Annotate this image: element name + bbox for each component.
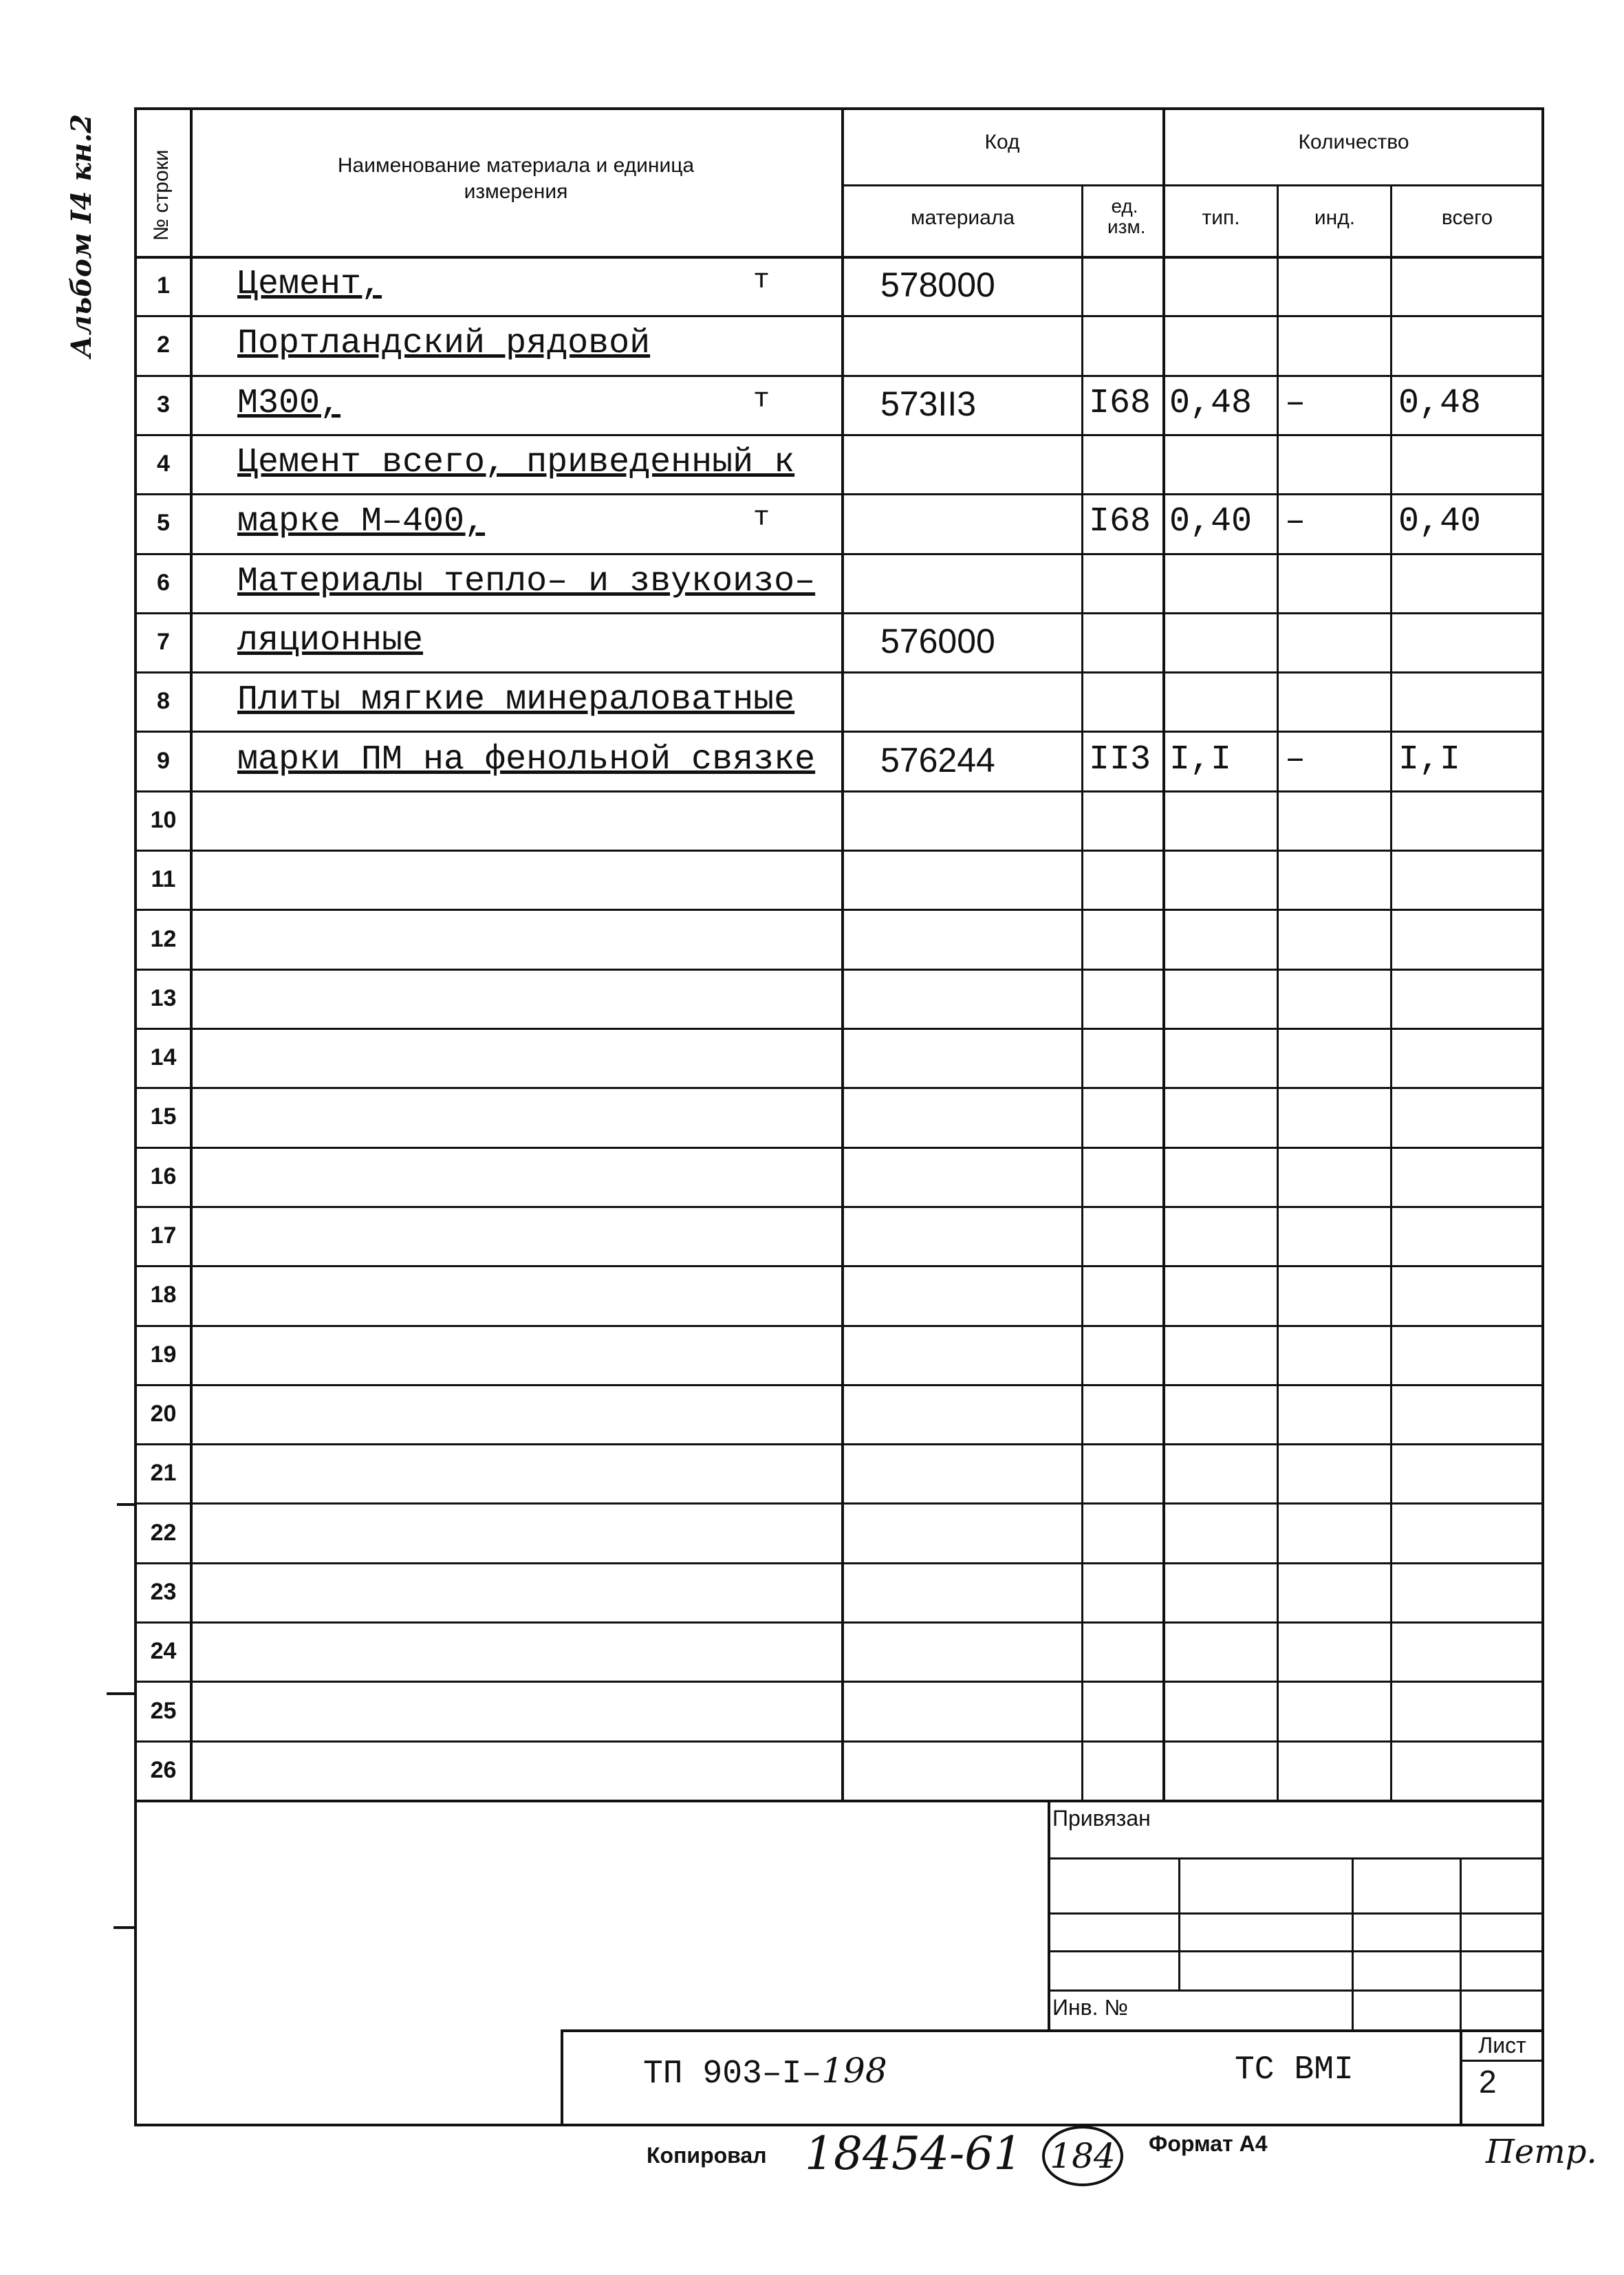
row-divider — [134, 1740, 1543, 1743]
row-name: Портландский рядовой — [237, 324, 651, 364]
row-qty-total: 0,48 — [1398, 383, 1482, 423]
row-number: 3 — [157, 391, 170, 418]
row-name: Цемент, — [237, 265, 382, 305]
row-name: Материалы тепло– и звукоизо– — [237, 561, 816, 601]
row-divider — [134, 671, 1543, 673]
row-qty-typ: 0,40 — [1169, 502, 1253, 542]
row-divider — [134, 731, 1543, 733]
row-number: 8 — [157, 688, 170, 715]
row-number: 17 — [150, 1222, 177, 1249]
margin-note: Альбом I4 кн.2 — [65, 114, 98, 358]
row-number: 14 — [150, 1044, 177, 1071]
row-qty-ind: – — [1285, 383, 1306, 423]
row-divider — [134, 612, 1543, 614]
header-qty-ind: инд. — [1314, 206, 1356, 229]
row-number: 10 — [150, 806, 177, 833]
row-number: 5 — [157, 510, 170, 537]
row-number: 18 — [150, 1282, 177, 1308]
row-number: 2 — [157, 332, 170, 358]
document-designation — [643, 2053, 887, 2091]
row-material-code: 578000 — [880, 266, 995, 305]
row-number: 15 — [150, 1103, 177, 1130]
header-qty-typ: тип. — [1202, 206, 1240, 229]
row-divider — [134, 375, 1543, 377]
row-qty-typ: 0,48 — [1169, 383, 1253, 423]
row-divider — [134, 1147, 1543, 1149]
row-divider — [134, 493, 1543, 495]
header-code-material: материала — [910, 206, 1015, 229]
row-divider — [134, 1325, 1543, 1327]
row-divider — [134, 1384, 1543, 1386]
row-divider — [134, 909, 1543, 911]
row-divider — [134, 1621, 1543, 1624]
row-number: 1 — [157, 272, 170, 299]
row-divider — [134, 1502, 1543, 1505]
inv-no-label: Инв. № — [1052, 1995, 1128, 2020]
doc-number: 198 — [821, 2051, 887, 2091]
header-name: Наименование материала и единица измерения — [337, 154, 695, 203]
row-material-code: 576000 — [880, 622, 995, 660]
row-unit-mark: т — [753, 266, 770, 297]
row-divider — [134, 969, 1543, 971]
circled-number: 184 — [1042, 2126, 1123, 2186]
initials: Петр. — [1486, 2133, 1597, 2171]
row-number: 22 — [150, 1519, 177, 1546]
row-number: 16 — [150, 1163, 177, 1189]
doc-prefix: ТП 903–I– — [643, 2056, 822, 2093]
row-divider — [134, 1265, 1543, 1267]
row-number: 19 — [150, 1341, 177, 1368]
row-number: 13 — [150, 984, 177, 1011]
row-qty-total: 0,40 — [1398, 502, 1482, 542]
row-number: 20 — [150, 1401, 177, 1427]
row-name: марке М–400, — [237, 502, 486, 542]
row-divider — [134, 1206, 1543, 1208]
row-divider — [134, 1443, 1543, 1445]
row-divider — [134, 315, 1543, 317]
copied-label: Копировал — [647, 2143, 767, 2168]
row-number: 7 — [157, 629, 170, 655]
row-unit-code: I68 — [1089, 383, 1151, 423]
row-divider — [134, 790, 1543, 793]
row-number: 24 — [150, 1638, 177, 1665]
row-qty-ind: – — [1285, 502, 1306, 542]
row-number: 12 — [150, 925, 177, 952]
row-unit-code: I68 — [1089, 502, 1151, 542]
row-number: 9 — [157, 747, 170, 774]
row-name: ляционные — [237, 621, 424, 660]
row-qty-typ: I,I — [1169, 740, 1232, 779]
privyazan-label: Привязан — [1052, 1806, 1151, 1831]
format-label: Формат А4 — [1149, 2131, 1268, 2156]
row-divider — [134, 1028, 1543, 1030]
row-number: 11 — [151, 866, 176, 893]
document-code: ТС ВМI — [1235, 2051, 1354, 2089]
row-qty-ind: – — [1285, 740, 1306, 779]
row-number: 21 — [150, 1460, 177, 1487]
row-divider — [134, 553, 1543, 555]
row-name: М300, — [237, 383, 341, 423]
header-code: Код — [984, 131, 1020, 153]
row-unit-mark: т — [753, 384, 770, 416]
row-divider — [134, 1562, 1543, 1564]
header-code-unit: ед. изм. — [1107, 195, 1146, 237]
row-number: 25 — [150, 1697, 177, 1724]
sheet-number: 2 — [1479, 2064, 1497, 2100]
row-divider — [134, 434, 1543, 436]
row-name: Плиты мягкие минераловатные — [237, 680, 795, 720]
row-name: марки ПМ на фенольной связке — [237, 740, 816, 779]
row-number: 6 — [157, 569, 170, 596]
row-unit-mark: т — [753, 503, 770, 535]
row-unit-code: II3 — [1089, 740, 1151, 779]
copied-value: 18454-61 — [805, 2127, 1023, 2180]
header-quantity: Количество — [1298, 131, 1409, 153]
row-qty-total: I,I — [1398, 740, 1461, 779]
row-divider — [134, 1087, 1543, 1089]
header-qty-total: всего — [1441, 206, 1493, 229]
sheet-label: Лист — [1478, 2033, 1526, 2058]
row-number: 4 — [157, 451, 170, 477]
row-material-code: 576244 — [880, 740, 995, 779]
row-divider — [134, 1681, 1543, 1683]
row-material-code: 573II3 — [880, 384, 977, 423]
row-divider — [134, 850, 1543, 852]
row-number: 26 — [150, 1756, 177, 1783]
header-row-no: № строки — [150, 149, 173, 241]
row-number: 23 — [150, 1578, 177, 1605]
row-name: Цемент всего, приведенный к — [237, 443, 795, 483]
